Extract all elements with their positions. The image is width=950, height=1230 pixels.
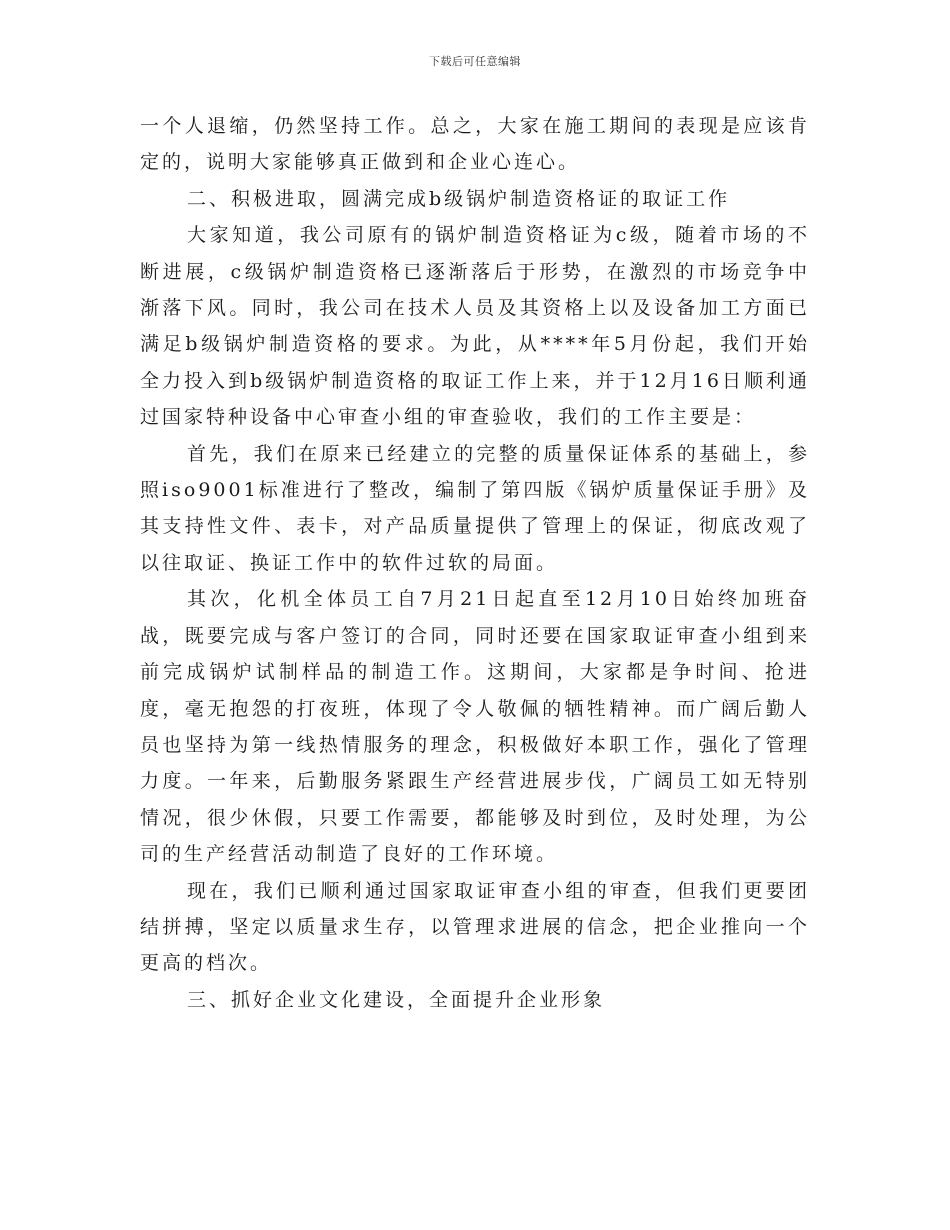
- paragraph-certification-background: 大家知道，我公司原有的锅炉制造资格证为c级，随着市场的不断进展，c级锅炉制造资格已逐渐落后于形势，在激烈的市场竞争中渐落下风。同时，我公司在技术人员及其资格上以及设备加工方面已满足b级锅炉制造资格的要求。为此，从****年5月份起，我们开始全力投入到b级锅炉制造资格的取证工作上来，并于12月16日顺利通过国家特种设备中心审查小组的审查验收，我们的工作主要是：: [140, 224, 810, 429]
- paragraph-second-measure: 其次，化机全体员工自7月21日起直至12月10日始终加班奋战，既要完成与客户签订的合同，同时还要在国家取证审查小组到来前完成锅炉试制样品的制造工作。这期间，大家都是争时间、抢进度，毫无抱怨的打夜班，体现了令人敬佩的牺牲精神。而广阔后勤人员也坚持为第一线热情服务的理念，积极做好本职工作，强化了管理力度。一年来，后勤服务紧跟生产经营进展步伐，广阔员工如无特别情况，很少休假，只要工作需要，都能够及时到位，及时处理，为公司的生产经营活动制造了良好的工作环境。: [140, 588, 810, 866]
- document-body: [140, 108, 810, 1018]
- page-header: 下载后可任意编辑: [429, 55, 521, 68]
- paragraph-first-measure: 首先，我们在原来已经建立的完整的质量保证体系的基础上，参照iso9001标准进行了整改，编制了第四版《锅炉质量保证手册》及其支持性文件、表卡，对产品质量提供了管理上的保证，彻底改观了以往取证、换证工作中的软件过软的局面。: [140, 442, 810, 574]
- paragraph-conclusion: 现在，我们已顺利通过国家取证审查小组的审查，但我们更要团结拼搏，坚定以质量求生存，以管理求进展的信念，把企业推向一个更高的档次。: [140, 879, 810, 975]
- section-heading-2: 二、积极进取，圆满完成b级锅炉制造资格证的取证工作: [187, 187, 731, 210]
- paragraph-continuation: 一个人退缩，仍然坚持工作。总之，大家在施工期间的表现是应该肯定的，说明大家能够真正做到和企业心连心。: [140, 115, 810, 174]
- section-heading-3: 三、抓好企业文化建设，全面提升企业形象: [187, 988, 606, 1011]
